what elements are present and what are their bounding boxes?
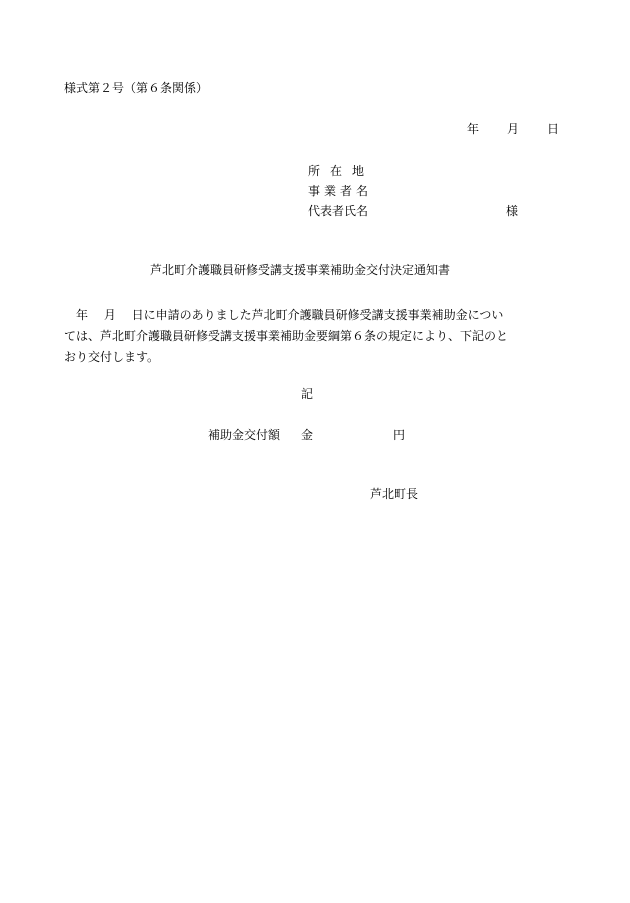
honorific: 様 <box>506 204 519 218</box>
body-paragraph <box>64 305 556 368</box>
issuer-name: 芦北町長 <box>370 487 419 501</box>
document-title: 芦北町介護職員研修受講支援事業補助金交付決定通知書 <box>150 263 451 277</box>
ki-heading: 記 <box>301 387 314 401</box>
amount-label: 補助金交付額 <box>208 428 281 442</box>
day-label: 日 <box>547 122 560 136</box>
location-label: 所在地 <box>308 164 375 178</box>
date-line <box>467 123 559 135</box>
business-name-label: 事業者名 <box>308 184 373 198</box>
body-line: おり交付します。 <box>64 350 160 364</box>
body-line: 年 月 日に申請のありました芦北町介護職員研修受講支援事業補助金につい <box>64 308 504 322</box>
amount-yen: 円 <box>393 428 406 442</box>
year-label: 年 <box>467 122 480 136</box>
amount-kin: 金 <box>301 428 314 442</box>
representative-name-label: 代表者氏名 <box>308 204 369 218</box>
form-number: 様式第２号（第６条関係） <box>64 81 209 95</box>
month-label: 月 <box>507 122 520 136</box>
body-line: ては、芦北町介護職員研修受講支援事業補助金要綱第６条の規定により、下記のと <box>64 329 509 343</box>
